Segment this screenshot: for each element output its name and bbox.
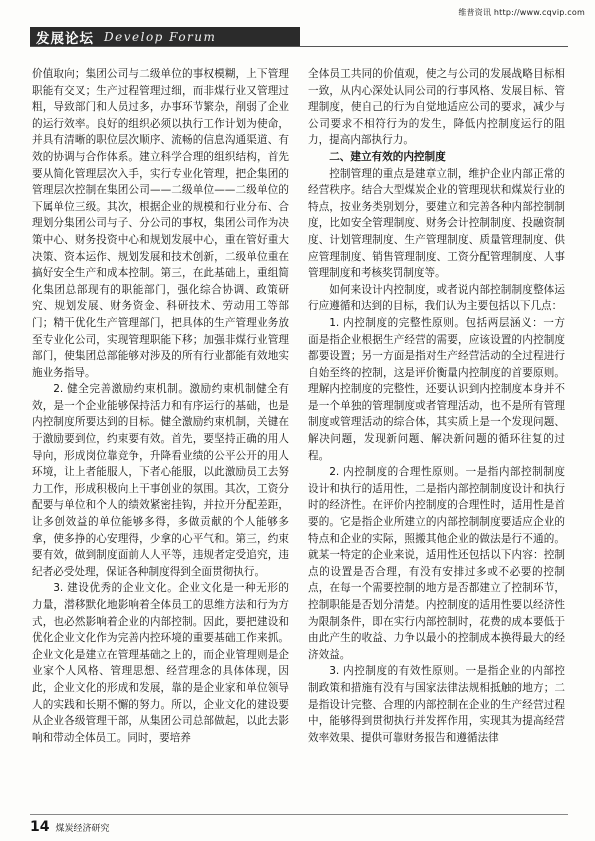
paragraph: 如何来设计内控制度，或者说内部控制制度整体运行应遵循和达到的目标，我们认为主要包括以下几点： [308,283,565,313]
paragraph: 3. 内控制度的有效性原则。一是指企业的内部控制政策和措施有没有与国家法律法规相抵触的地方；二是指设计完整、合理的内部控制在企业的生产经营过程中，能够得到贯彻执行并发挥作用，实现其为提高经营效率效果、提供可靠财务报告和遵循法律 [308,665,565,744]
left-column [32,66,289,746]
paragraph: 3. 建设优秀的企业文化。企业文化是一种无形的力量，潜移默化地影响着全体员工的思维方法和行为方式，也必然影响着企业的内部控制。因此，要把建设和优化企业文化作为完善内控环境的重要基础工作来抓。企业文化是建立在管理基础之上的，而企业管理则是企业家个人风格、管理思想、经营理念的具体体现，因此，企业文化的形成和发展，靠的是企业家和单位领导人的实践和长期不懈的努力。所以，企业文化的建设要从企业各级管理干部，从集团公司总部做起，以此去影响和带动全体员工。同时，要培养 [32,582,289,744]
column-title-en: Develop Forum [104,29,217,44]
paragraph: 全体员工共同的价值观，使之与公司的发展战略目标相一致，从内心深处认同公司的行事风格、发展目标、管理制度，使自己的行为自觉地适应公司的要求，减少与公司要求不相符行为的发生，降低内控制度运行的阻力，提高内部执行力。 [308,68,565,147]
right-column [308,66,565,746]
paragraph: 2. 内控制度的合理性原则。一是指内部控制制度设计和执行的适用性，二是指内部控制制度设计和执行时的经济性。在评价内控制度的合理性时，适用性是首要的。它是指企业所建立的内部控制制度要适应企业的特点和企业的实际，照搬其他企业的做法是行不通的。就某一特定的企业来说，适用性还包括以下内容：控制点的设置是否合理，有没有安排过多或不必要的控制点，在每一个需要控制的地方是否都建立了控制环节，控制职能是否划分清楚。内控制度的适用性要以经济性为限制条件，即在实行内部控制时，花费的成本要低于由此产生的收益、力争以最小的控制成本换得最大的经济效益。 [308,466,565,661]
page-footer [30,819,110,835]
paragraph: 控制管理的重点是建章立制，维护企业内部正常的经营秩序。结合大型煤炭企业的管理现状和煤炭行业的特点，按业务类别划分，要建立和完善各种内部控制制度，比如安全管理制度、财务会计控制制度、投融资制度、计划管理制度、生产管理制度、质量管理制度、供应管理制度、销售管理制度、工资分配管理制度、人事管理制度和考核奖罚制度等。 [308,167,565,280]
paragraph: 价值取向；集团公司与二级单位的事权模糊，上下管理职能有交叉；生产过程管理过细，而非煤行业又管理过粗，导致部门和人员过多，办事环节繁杂，削弱了企业的运行效率。良好的组织必须以执行工作计划为使命，并具有清晰的职位层次顺序、流畅的信息沟通渠道、有效的协调与合作体系。建立科学合理的组织结构，首先要从简化管理层次入手，实行专业化管理，把企集团的管理层次控制在集团公司——二级单位——二级单位的下属单位三级。其次，根据企业的规模和行业分布、合理划分集团公司与子、分公司的事权，集团公司作为决策中心、财务投资中心和规划发展中心，重在管好重大决策、资本运作、规划发展和技术创新，二级单位重在搞好安全生产和成本控制。第三，在此基础上，重组简化集团总部现有的职能部门，强化综合协调、政策研究、规划发展、财务资金、科研技术、劳动用工等部门；精干优化生产管理部门，把具体的生产管理业务放至专业化公司，实现管理职能下移；加强非煤行业管理部门，使集团总部能够对涉及的所有行业都能有效地实施业务指导。 [32,68,289,379]
page-number: 14 [30,819,50,835]
paragraph: 2. 健全完善激励约束机制。激励约束机制健全有效，是一个企业能够保持活力和有序运行的基础，也是内控制度所要达到的目标。健全激励约束机制，关键在于激励要到位，约束要有效。首先，要坚持正确的用人导向，形成岗位靠竞争，升降看业绩的公平公开的用人环境，让上者能服人，下者心能服，以此激励员工去努力工作，形成积极向上干事创业的氛围。其次，工资分配要与单位和个人的绩效紧密挂钩，并拉开分配差距，让多创效益的单位能够多得，多做贡献的个人能够多拿，使多挣的心安理得，少拿的心平气和。第三，约束要有效，做到制度面前人人平等，违规者定受追究，违纪者必受处理，保证各种制度得到全面贯彻执行。 [32,383,289,578]
section-heading: 二、建立有效的内控制度 [329,150,446,163]
header-rule [30,46,568,47]
watermark-text: 维普资讯 http://www.cqvip.com [458,8,585,17]
footer-rule [30,814,568,815]
journal-name: 煤炭经济研究 [55,824,110,834]
column-header [30,27,300,46]
column-title-cn: 发展论坛 [36,30,94,47]
paragraph: 1. 内控制度的完整性原则。包括两层涵义：一方面是指企业根据生产经营的需要，应该设置的内控制度都要设置；另一方面是指对生产经营活动的全过程进行自始至终的控制，这是评价衡量内控制度的首要原则。理解内控制度的完整性，还要认识到内控制度本身并不是一个单独的管理制度或者管理活动，也不是所有管理制度或管理活动的综合体，其实质上是一个发现问题、解决问题，发现新问题、解决新问题的循环往复的过程。 [308,316,565,462]
